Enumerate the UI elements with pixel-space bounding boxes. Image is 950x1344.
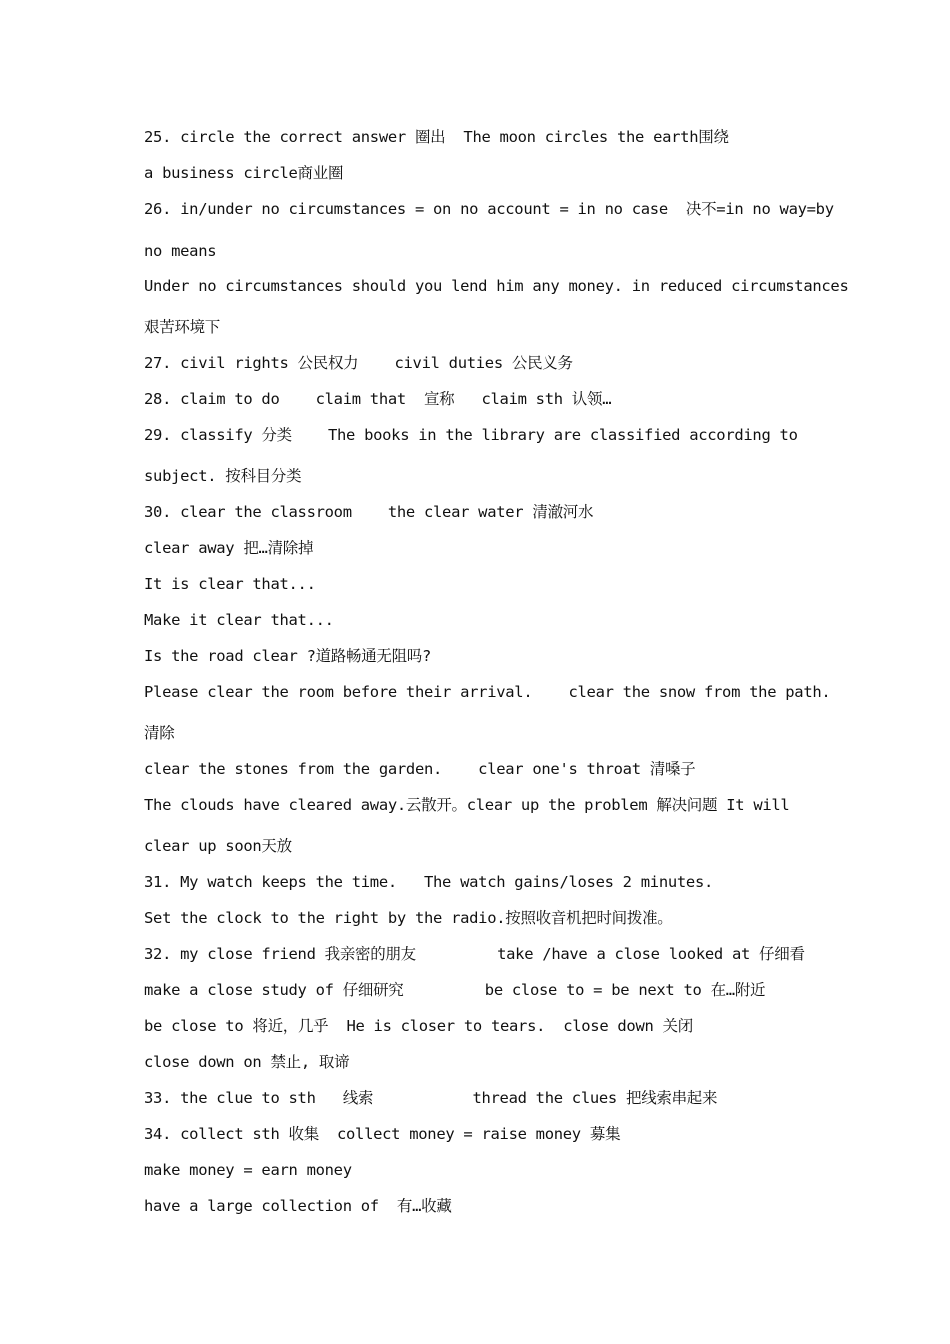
text-line: 26. in/under no circumstances = on no account = in no case 决不=in no way=by: [144, 200, 834, 218]
text-line: Under no circumstances should you lend him any money. in reduced circumstances: [144, 277, 849, 295]
text-line: make money = earn money: [144, 1161, 352, 1179]
text-line: Is the road clear ?道路畅通无阻吗?: [144, 647, 432, 665]
text-line: Please clear the room before their arrival. clear the snow from the path.: [144, 683, 831, 701]
text-line: make a close study of 仔细研究 be close to = be next to 在…附近: [144, 981, 766, 999]
text-line: close down on 禁止, 取谛: [144, 1053, 350, 1071]
text-line: 艰苦环境下: [144, 318, 221, 336]
text-line: 25. circle the correct answer 圈出 The moon circles the earth围绕: [144, 128, 729, 146]
text-line: clear the stones from the garden. clear one's throat 清嗓子: [144, 760, 696, 778]
text-line: It is clear that...: [144, 575, 316, 593]
text-line: 30. clear the classroom the clear water 清澈河水: [144, 503, 594, 521]
text-line: Set the clock to the right by the radio.按照收音机把时间拨准。: [144, 909, 673, 927]
text-line: 28. claim to do claim that 宣称 claim sth 认领…: [144, 390, 612, 408]
text-line: no means: [144, 242, 217, 260]
text-line: 33. the clue to sth 线索 thread the clues 把线索串起来: [144, 1089, 718, 1107]
text-line: 27. civil rights 公民权力 civil duties 公民义务: [144, 354, 573, 372]
text-line: be close to 将近，几乎 He is closer to tears. close down 关闭: [144, 1017, 693, 1035]
text-line: 34. collect sth 收集 collect money = raise money 募集: [144, 1125, 621, 1143]
text-line: clear up soon天放: [144, 837, 292, 855]
text-line: a business circle商业圈: [144, 164, 344, 182]
text-line: clear away 把…清除掉: [144, 539, 314, 557]
text-line: 清除: [144, 724, 175, 742]
text-line: subject. 按科目分类: [144, 467, 302, 485]
text-line: 29. classify 分类 The books in the library are classified according to: [144, 426, 798, 444]
text-line: 32. my close friend 我亲密的朋友 take /have a close looked at 仔细看: [144, 945, 805, 963]
text-line: 31. My watch keeps the time. The watch gains/loses 2 minutes.: [144, 873, 714, 891]
text-line: Make it clear that...: [144, 611, 334, 629]
text-line: The clouds have cleared away.云散开。clear up the problem 解决问题 It will: [144, 796, 790, 814]
text-line: have a large collection of 有…收藏: [144, 1197, 452, 1215]
